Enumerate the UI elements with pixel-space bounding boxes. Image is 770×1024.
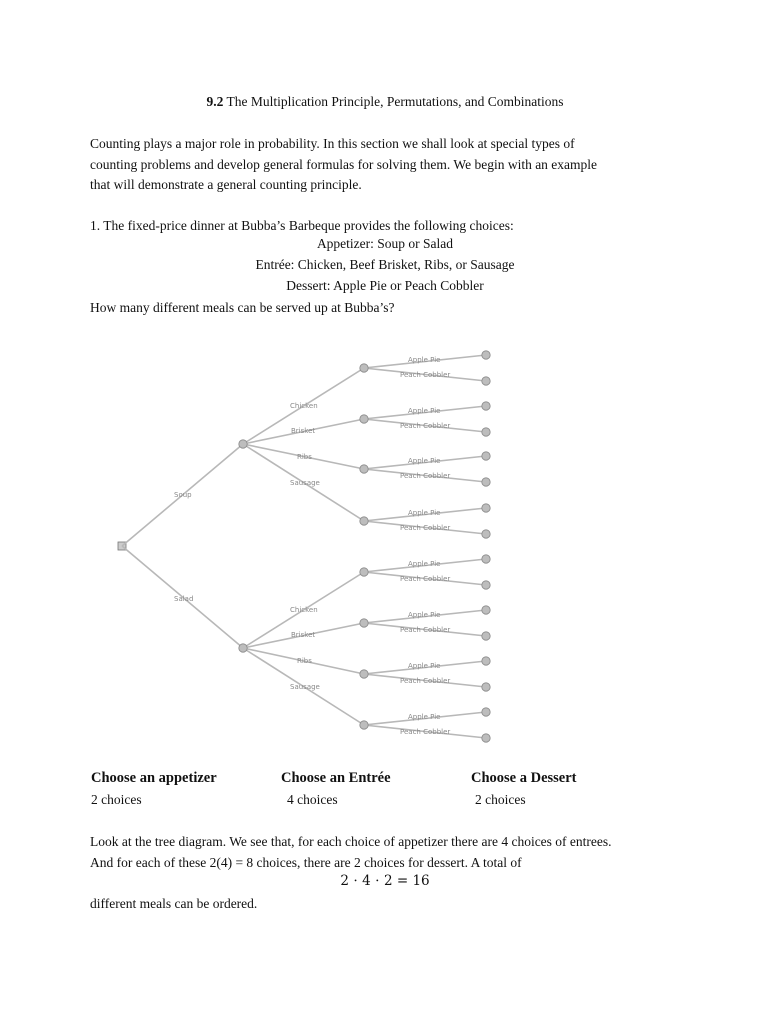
dessert-label: Apple Pie xyxy=(408,356,441,364)
section-title xyxy=(0,94,770,110)
problem-statement: 1. The fixed-price dinner at Bubba’s Barbeque provides the following choices: xyxy=(90,218,514,233)
dessert-label: Peach Cobbler xyxy=(400,677,451,685)
tree-leaf-node xyxy=(482,377,490,385)
tree-entree-node xyxy=(360,619,368,627)
dessert-label: Peach Cobbler xyxy=(400,371,451,379)
tree-leaf-node xyxy=(482,530,490,538)
dessert-label: Peach Cobbler xyxy=(400,626,451,634)
dessert-label: Apple Pie xyxy=(408,713,441,721)
tree-entree-node xyxy=(360,670,368,678)
tree-appetizer-node xyxy=(239,644,247,652)
conclusion-closing: different meals can be ordered. xyxy=(90,896,258,911)
tree-leaf-node xyxy=(482,683,490,691)
conclusion-line: And for each of these 2(4) = 8 choices, there are 2 choices for dessert. A total of xyxy=(90,854,522,870)
intro-line: that will demonstrate a general counting principle. xyxy=(90,177,362,192)
tree-entree-node xyxy=(360,568,368,576)
tree-leaf-node xyxy=(482,657,490,665)
dessert-label: Apple Pie xyxy=(408,560,441,568)
entree-label: Sausage xyxy=(290,683,320,691)
intro-line: Counting plays a major role in probability. In this section we shall look at special types of xyxy=(90,136,575,151)
appetizer-label: Soup xyxy=(174,491,192,499)
dessert-label: Peach Cobbler xyxy=(400,524,451,532)
conclusion-paragraph xyxy=(90,832,710,873)
tree-entree-node xyxy=(360,465,368,473)
tree-leaf-node xyxy=(482,606,490,614)
tree-leaf-node xyxy=(482,351,490,359)
col-value-appetizer: 2 choices xyxy=(91,792,142,807)
tree-leaf-node xyxy=(482,478,490,486)
tree-leaf-node xyxy=(482,402,490,410)
entree-label: Sausage xyxy=(290,479,320,487)
entree-label: Brisket xyxy=(291,427,316,435)
intro-line: counting problems and develop general formulas for solving them. We begin with an example xyxy=(90,156,598,172)
dessert-label: Peach Cobbler xyxy=(400,728,451,736)
dessert-label: Apple Pie xyxy=(408,611,441,619)
choice-dessert: Dessert: Apple Pie or Peach Cobbler xyxy=(286,278,484,293)
entree-label: Ribs xyxy=(297,657,312,665)
tree-leaf-node xyxy=(482,428,490,436)
choice-entree: Entrée: Chicken, Beef Brisket, Ribs, or Sausage xyxy=(255,257,515,272)
choice-appetizer: Appetizer: Soup or Salad xyxy=(316,236,454,251)
dessert-label: Peach Cobbler xyxy=(400,422,451,430)
section-number: 9.2 xyxy=(206,94,224,109)
dessert-label: Peach Cobbler xyxy=(400,575,451,583)
tree-diagram xyxy=(0,330,770,750)
entree-label: Brisket xyxy=(291,631,316,639)
section-title-text: The Multiplication Principle, Permutations, and Combinations xyxy=(226,94,564,109)
tree-leaf-node xyxy=(482,632,490,640)
tree-leaf-node xyxy=(482,581,490,589)
conclusion-line: Look at the tree diagram. We see that, for each choice of appetizer there are 4 choices of entrees. xyxy=(90,834,612,849)
dessert-label: Peach Cobbler xyxy=(400,472,451,480)
tree-entree-node xyxy=(360,721,368,729)
intro-paragraph xyxy=(90,134,690,196)
col-heading-appetizer: Choose an appetizer xyxy=(91,770,217,786)
col-value-dessert: 2 choices xyxy=(475,792,526,807)
appetizer-label: Salad xyxy=(174,595,194,603)
col-value-entree: 4 choices xyxy=(287,792,338,807)
tree-appetizer-node xyxy=(239,440,247,448)
tree-entree-node xyxy=(360,364,368,372)
entree-label: Chicken xyxy=(290,606,318,614)
entree-label: Ribs xyxy=(297,453,312,461)
dessert-label: Apple Pie xyxy=(408,509,441,517)
multiplication-formula: 2 ⋅ 4 ⋅ 2 = 16 xyxy=(340,873,430,889)
col-heading-entree: Choose an Entrée xyxy=(281,770,391,786)
dessert-label: Apple Pie xyxy=(408,662,441,670)
dessert-label: Apple Pie xyxy=(408,457,441,465)
tree-leaf-node xyxy=(482,504,490,512)
problem-question: How many different meals can be served up at Bubba’s? xyxy=(90,300,395,315)
tree-leaf-node xyxy=(482,708,490,716)
tree-leaf-node xyxy=(482,555,490,563)
tree-leaf-node xyxy=(482,452,490,460)
dessert-label: Apple Pie xyxy=(408,407,441,415)
tree-leaf-node xyxy=(482,734,490,742)
tree-entree-node xyxy=(360,415,368,423)
tree-entree-node xyxy=(360,517,368,525)
entree-label: Chicken xyxy=(290,402,318,410)
col-heading-dessert: Choose a Dessert xyxy=(471,770,577,786)
